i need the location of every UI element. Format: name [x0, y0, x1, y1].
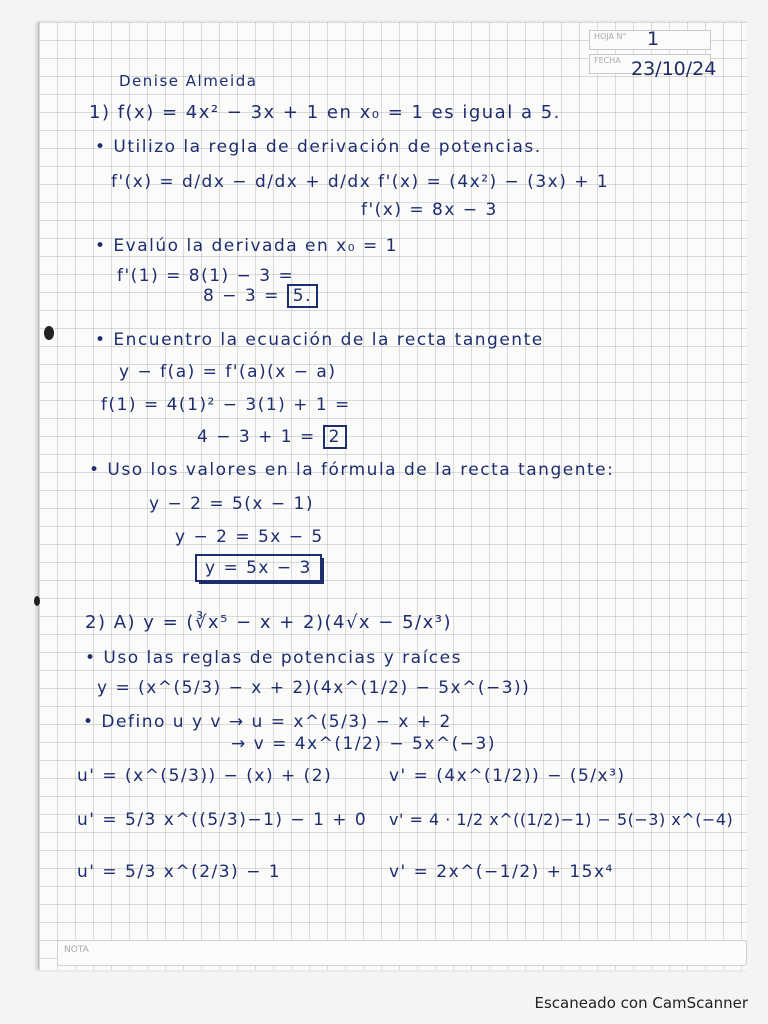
v-prime-line-3: v' = 2x^(−1/2) + 15x⁴ [389, 862, 614, 882]
step-substitute: • Uso los valores en la fórmula de la recta tangente: [89, 460, 615, 480]
problem-1-statement: 1) f(x) = 4x² − 3x + 1 en x₀ = 1 es igual a 5. [89, 102, 561, 123]
evaluate-line-1: f'(1) = 8(1) − 3 = [117, 266, 295, 286]
tangent-line-2: y − 2 = 5x − 5 [175, 527, 324, 547]
problem-2a-statement: 2) A) y = (∛x⁵ − x + 2)(4√x − 5/x³) [85, 612, 452, 633]
answer-box-f1: 2 [323, 425, 347, 449]
v-prime-line-1: v' = (4x^(1/2)) − (5/x³) [389, 766, 626, 786]
step-evaluate: • Evalúo la derivada en x₀ = 1 [95, 236, 398, 256]
notebook-page [38, 22, 747, 970]
answer-box-slope: 5. [287, 284, 318, 308]
tangent-line-1: y − 2 = 5(x − 1) [149, 494, 314, 514]
u-prime-line-1: u' = (x^(5/3)) − (x) + (2) [77, 766, 333, 786]
define-u: • Defino u y v → u = x^(5/3) − x + 2 [83, 712, 452, 732]
define-v: → v = 4x^(1/2) − 5x^(−3) [231, 734, 497, 754]
v-prime-line-2: v' = 4 · 1/2 x^((1/2)−1) − 5(−3) x^(−4) [389, 810, 734, 829]
hoja-label: HOJA N° [594, 32, 627, 41]
binder-hole-bottom [34, 596, 40, 606]
step-power-rule: • Utilizo la regla de derivación de potencias. [95, 137, 542, 157]
tangent-final [195, 558, 322, 578]
binder-hole-top [44, 326, 54, 340]
u-prime-line-3: u' = 5/3 x^(2/3) − 1 [77, 862, 282, 882]
fecha-value: 23/10/24 [631, 58, 717, 80]
f-of-1-result: 4 − 3 + 1 = 2 [197, 427, 347, 447]
derivative-setup: f'(x) = d/dx − d/dx + d/dx f'(x) = (4x²) − (3x) + 1 [111, 172, 610, 192]
hoja-value: 1 [647, 28, 660, 50]
evaluate-line-2: 8 − 3 = 5. [203, 286, 318, 306]
student-name: Denise Almeida [119, 72, 258, 90]
rewritten-function: y = (x^(5/3) − x + 2)(4x^(1/2) − 5x^(−3)) [97, 678, 531, 698]
step-power-root-rules: • Uso las reglas de potencias y raíces [85, 648, 462, 668]
derivative-result: f'(x) = 8x − 3 [361, 200, 498, 220]
f-of-1-line: f(1) = 4(1)² − 3(1) + 1 = [101, 395, 351, 415]
camscanner-watermark: Escaneado con CamScanner [534, 994, 748, 1012]
step-tangent-equation: • Encuentro la ecuación de la recta tangente [95, 330, 544, 350]
point-slope-formula: y − f(a) = f'(a)(x − a) [119, 362, 337, 382]
u-prime-line-2: u' = 5/3 x^((5/3)−1) − 1 + 0 [77, 810, 368, 830]
answer-box-tangent: y = 5x − 3 [195, 554, 322, 582]
nota-label: NOTA [64, 945, 89, 955]
nota-field [57, 940, 747, 966]
fecha-label: FECHA [594, 56, 621, 65]
